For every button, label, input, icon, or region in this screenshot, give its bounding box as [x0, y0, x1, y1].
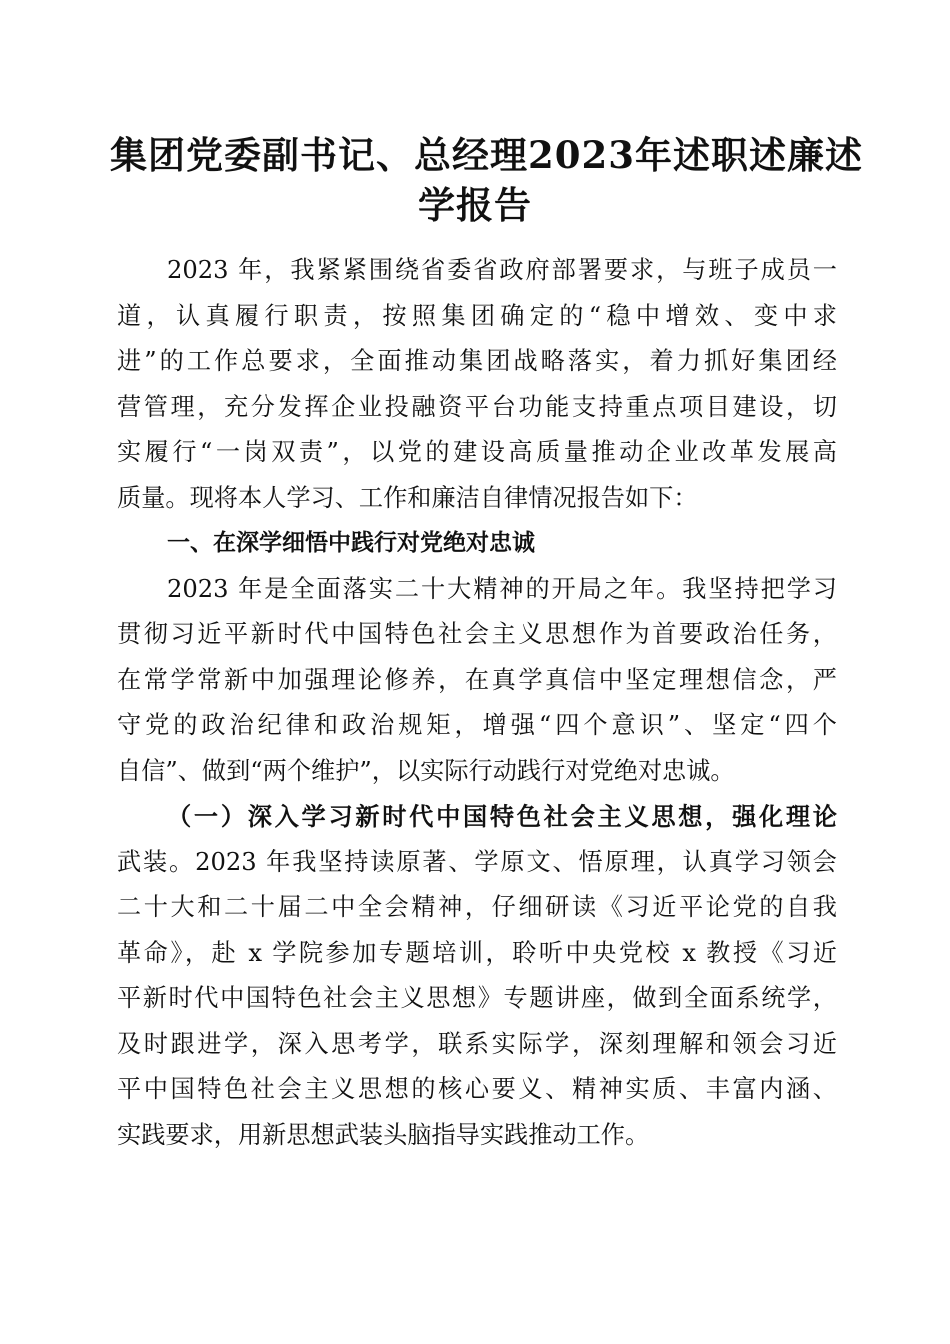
text-line: 在常学常新中加强理论修养，在真学真信中坚定理想信念，严 — [117, 665, 837, 694]
text-line: 平中国特色社会主义思想的核心要义、精神实质、丰富内涵、 — [117, 1075, 837, 1103]
subsection-1 — [117, 794, 837, 1158]
text-line: 革命》，赴 x 学院参加专题培训，聆听中央党校 x 教授《习近 — [117, 938, 837, 967]
title-line-2: 学报告 — [418, 183, 532, 227]
subsection-heading: （一）深入学习新时代中国特色社会主义思想，强化理论 — [167, 802, 837, 831]
text-line: 守党的政治纪律和政治规矩，增强“四个意识”、坚定“四个 — [117, 711, 837, 739]
text-line: 道，认真履行职责，按照集团确定的“稳中增效、变中求 — [117, 301, 837, 330]
section-1 — [117, 521, 837, 794]
text-line: 营管理，充分发挥企业投融资平台功能支持重点项目建设，切 — [117, 392, 837, 421]
text-line: 平新时代中国特色社会主义思想》专题讲座，做到全面系统学， — [117, 984, 837, 1012]
text-line: 二十大和二十届二中全会精神，仔细研读《习近平论党的自我 — [117, 893, 837, 921]
text-line: 2023 年是全面落实二十大精神的开局之年。我坚持把学习 — [167, 574, 837, 603]
text-line: 自信”、做到“两个维护”，以实际行动践行对党绝对忠诚。 — [117, 756, 735, 785]
intro-paragraph — [117, 248, 837, 521]
section-heading: 一、在深学细悟中践行对党绝对忠诚 — [167, 530, 535, 556]
text-line: 2023 年，我紧紧围绕省委省政府部署要求，与班子成员一 — [167, 256, 837, 284]
title-line-1: 集团党委副书记、总经理2023年述职述廉述 — [110, 133, 863, 177]
text-line: 质量。现将本人学习、工作和廉洁自律情况报告如下： — [117, 483, 698, 512]
text-line: 及时跟进学，深入思考学，联系实际学，深刻理解和领会习近 — [117, 1029, 837, 1058]
text-line: 实践要求，用新思想武装头脑指导实践推动工作。 — [117, 1120, 650, 1149]
text-line: 贯彻习近平新时代中国特色社会主义思想作为首要政治任务， — [117, 620, 837, 648]
text-line: 武装。2023 年我坚持读原著、学原文、悟原理，认真学习领会 — [117, 847, 837, 876]
document-title — [110, 130, 863, 230]
text-line: 进”的工作总要求，全面推动集团战略落实，着力抓好集团经 — [117, 347, 837, 375]
document-body — [117, 248, 837, 1158]
text-line: 实履行“一岗双责”，以党的建设高质量推动企业改革发展高 — [117, 438, 837, 466]
